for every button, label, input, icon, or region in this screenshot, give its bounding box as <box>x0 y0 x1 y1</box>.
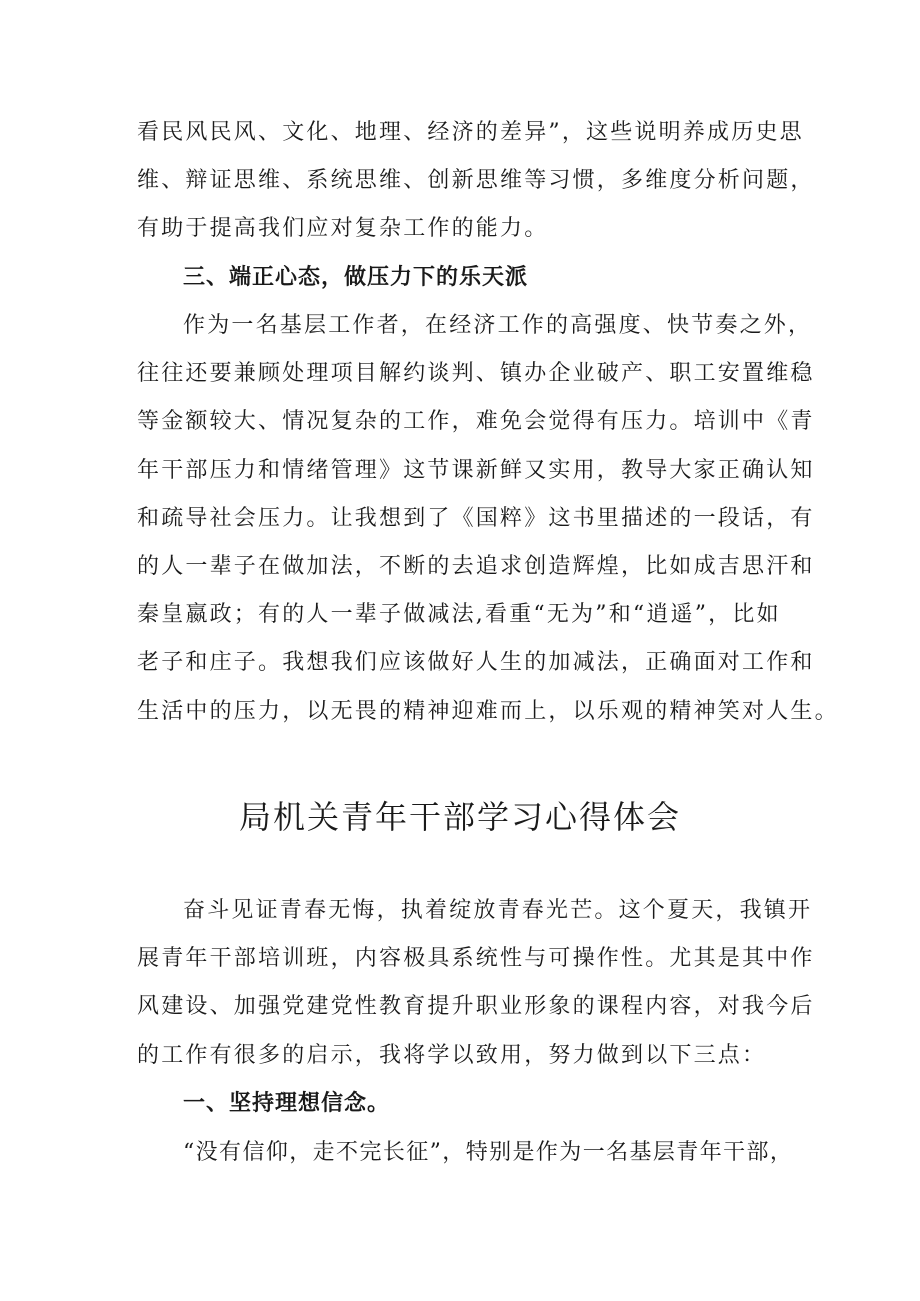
paragraph-line: 维、辩证思维、系统思维、创新思维等习惯，多维度分析问题， <box>137 168 815 193</box>
article-title: 局机关青年干部学习心得体会 <box>238 798 681 836</box>
paragraph-line: 展青年干部培训班，内容极具系统性与可操作性。尤其是其中作 <box>137 946 815 971</box>
paragraph-line: 年干部压力和情绪管理》这节课新鲜又实用，教导大家正确认知 <box>137 458 815 483</box>
paragraph-line: 风建设、加强党建党性教育提升职业形象的课程内容，对我今后 <box>137 994 815 1019</box>
paragraph-line: “没有信仰，走不完长征”，特别是作为一名基层青年干部， <box>183 1140 794 1165</box>
paragraph-line: 生活中的压力，以无畏的精神迎难而上，以乐观的精神笑对人生。 <box>137 699 839 724</box>
paragraph-line: 的人一辈子在做加法，不断的去追求创造辉煌，比如成吉思汗和 <box>137 554 815 579</box>
paragraph-line: 往往还要兼顾处理项目解约谈判、镇办企业破产、职工安置维稳 <box>137 361 815 386</box>
paragraph-line: 的工作有很多的启示，我将学以致用，努力做到以下三点： <box>137 1043 767 1068</box>
paragraph-line: 看民风民风、文化、地理、经济的差异”，这些说明养成历史思 <box>137 120 804 145</box>
paragraph-line: 和疏导社会压力。让我想到了《国粹》这书里描述的一段话，有 <box>137 506 815 531</box>
paragraph-line: 作为一名基层工作者，在经济工作的高强度、快节奏之外， <box>183 313 813 338</box>
paragraph-line: 等金额较大、情况复杂的工作，难免会觉得有压力。培训中《青 <box>137 409 815 434</box>
paragraph-line: 老子和庄子。我想我们应该做好人生的加减法，正确面对工作和 <box>137 650 815 675</box>
section-heading: 三、端正心态，做压力下的乐天派 <box>183 265 529 290</box>
section-heading: 一、坚持理想信念。 <box>183 1091 391 1116</box>
paragraph-line: 有助于提高我们应对复杂工作的能力。 <box>137 216 549 241</box>
paragraph-line: 秦皇嬴政；有的人一辈子做减法,看重“无为”和“逍遥”，比如 <box>137 602 781 627</box>
paragraph-line: 奋斗见证青春无悔，执着绽放青春光芒。这个夏天，我镇开 <box>183 898 813 923</box>
